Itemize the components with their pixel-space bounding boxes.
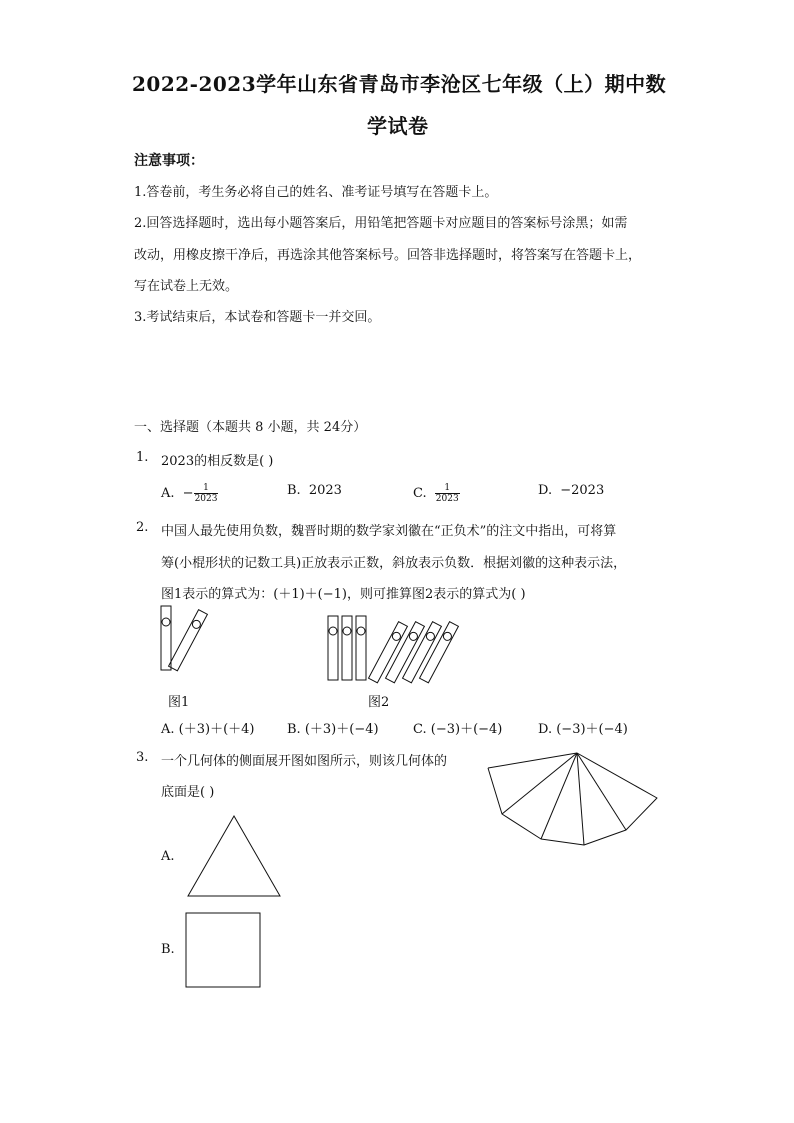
q1-option-a[interactable] <box>161 483 218 504</box>
q1-option-b-label: B. <box>287 483 301 498</box>
fig2-upright-rod-2 <box>342 616 352 680</box>
fig2-upright-rod-2-mark <box>343 627 351 635</box>
notes-item3: 3.考试结束后，本试卷和答题卡一并交回。 <box>134 310 381 325</box>
q3-stem-line2: 底面是( ) <box>161 785 215 800</box>
q3-stem-line1: 一个几何体的侧面展开图如图所示，则该几何体的 <box>161 754 448 769</box>
fig2-upright-rod-1-mark <box>329 627 337 635</box>
triangle-shape <box>188 816 280 896</box>
q1-option-a-label: A. <box>161 486 175 501</box>
q3-fan-fold-4 <box>577 753 626 830</box>
fig1-upright-rod <box>161 606 171 670</box>
q1-stem: 2023的相反数是( ) <box>161 454 274 469</box>
q1-option-c-numerator: 1 <box>435 483 460 494</box>
q3-number: 3. <box>136 750 149 765</box>
q1-option-a-denominator: 2023 <box>194 494 218 504</box>
q1-option-c-label: C. <box>413 486 427 501</box>
q2-option-a-text: (＋3)＋(＋4) <box>178 722 255 737</box>
fig1-slanted-rod <box>169 610 208 671</box>
q2-option-d-text: (−3)＋(−4) <box>556 722 628 737</box>
q2-option-a[interactable] <box>161 718 255 737</box>
q3-option-b-square[interactable] <box>184 910 264 990</box>
q2-stem-line3: 图1表示的算式为：(＋1)＋(−1)，则可推算图2表示的算式为( ) <box>161 587 526 602</box>
notes-item2-line2: 改动，用橡皮擦干净后，再选涂其他答案标号。回答非选择题时，将答案写在答题卡上， <box>134 248 642 263</box>
q3-fan-outer-edge <box>488 753 657 845</box>
page-title-line2: 学试卷 <box>367 114 429 138</box>
q3-option-b-label[interactable]: B. <box>161 942 175 957</box>
notes-heading: 注意事项： <box>134 153 204 169</box>
q3-fan-fold-1 <box>502 753 577 814</box>
q2-number: 2. <box>136 520 149 535</box>
q1-option-a-fraction <box>194 483 219 504</box>
q1-option-b-text: 2023 <box>308 483 342 498</box>
q2-option-c-text: (−3)＋(−4) <box>430 722 503 737</box>
q2-option-d-label: D. <box>538 722 553 737</box>
q3-option-a-triangle[interactable] <box>184 814 284 900</box>
q3-lateral-surface-figure <box>480 745 665 855</box>
page-title-line1: 2022-2023学年山东省青岛市李沧区七年级（上）期中数 <box>132 72 667 96</box>
q2-option-a-label: A. <box>161 722 175 737</box>
figure-2-counting-rods <box>320 600 480 690</box>
q1-option-a-sign: − <box>182 486 194 501</box>
q1-option-c-fraction <box>435 483 460 504</box>
notes-item2-line1: 2.回答选择题时，选出每小题答案后，用铅笔把答题卡对应题目的答案标号涂黑；如需 <box>134 216 628 231</box>
q1-option-d-text: −2023 <box>560 483 605 498</box>
q2-option-c-label: C. <box>413 722 427 737</box>
figure-1-counting-rods <box>150 600 240 680</box>
q2-stem-line1: 中国人最先使用负数，魏晋时期的数学家刘徽在“正负术”的注文中指出，可将算 <box>161 524 617 539</box>
q2-option-c[interactable] <box>413 718 502 737</box>
q2-option-b[interactable] <box>287 718 379 737</box>
q2-stem-line2: 筹(小棍形状的记数工具)正放表示正数，斜放表示负数．根据刘徽的这种表示法， <box>161 556 627 571</box>
q3-fan-fold-3 <box>577 753 584 845</box>
fig2-upright-rod-3 <box>356 616 366 680</box>
q1-option-a-numerator: 1 <box>194 483 219 494</box>
figure-1-label: 图1 <box>168 695 190 710</box>
q1-option-d[interactable] <box>538 483 604 498</box>
q1-option-d-label: D. <box>538 483 553 498</box>
q3-option-a-label[interactable]: A. <box>161 849 175 864</box>
q3-fan-fold-2 <box>541 753 577 839</box>
fig1-upright-rod-mark <box>162 618 170 626</box>
q1-number: 1. <box>136 450 149 465</box>
notes-item1: 1.答卷前，考生务必将自己的姓名、准考证号填写在答题卡上。 <box>134 185 498 200</box>
notes-item2-line3: 写在试卷上无效。 <box>134 279 239 294</box>
q2-option-b-label: B. <box>287 722 301 737</box>
square-shape <box>186 913 260 987</box>
fig2-upright-rod-3-mark <box>357 627 365 635</box>
figure-2-label: 图2 <box>368 695 390 710</box>
q2-option-b-text: (＋3)＋(−4) <box>304 722 379 737</box>
q1-option-c[interactable] <box>413 483 460 504</box>
section1-heading: 一、选择题（本题共 8 小题，共 24分） <box>134 420 367 435</box>
fig2-upright-rod-1 <box>328 616 338 680</box>
q2-option-d[interactable] <box>538 718 628 737</box>
q1-option-b[interactable] <box>287 483 342 498</box>
q1-option-c-denominator: 2023 <box>435 494 459 504</box>
